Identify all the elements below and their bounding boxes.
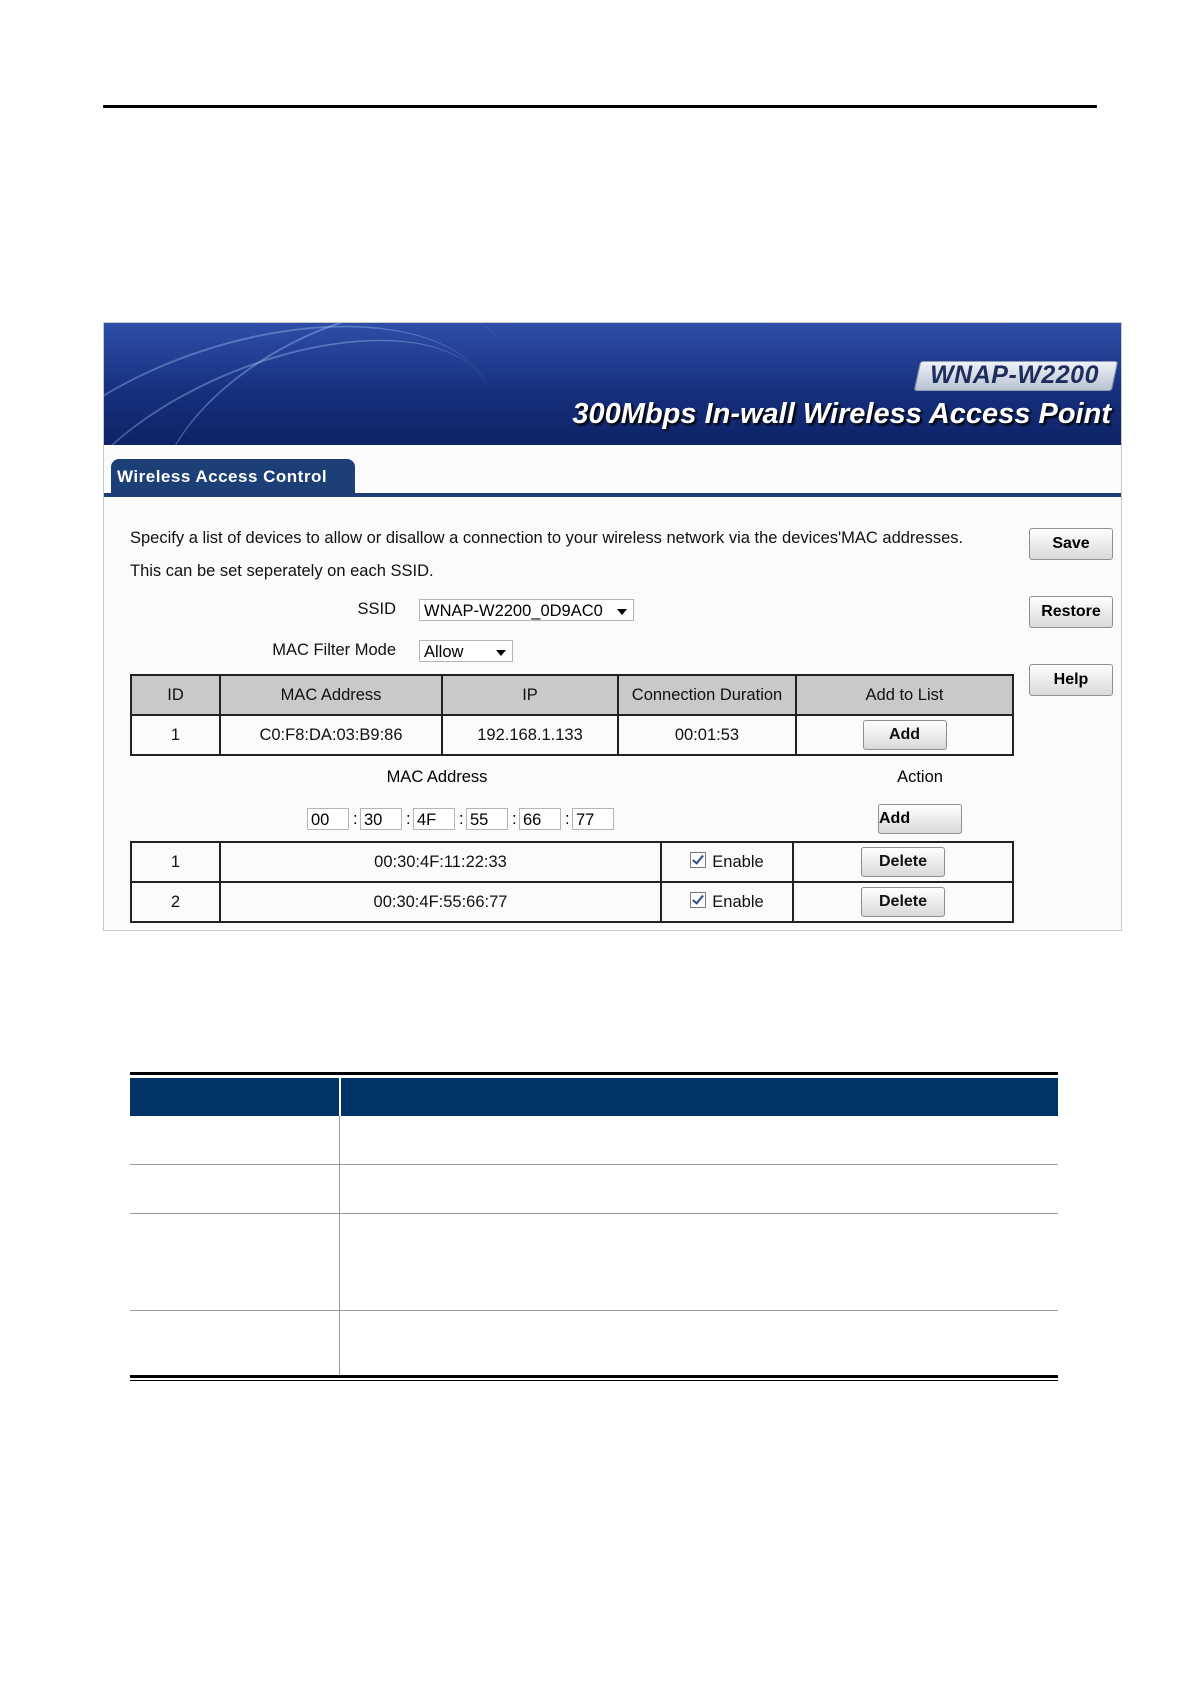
description-line-2: This can be set seperately on each SSID. (130, 562, 434, 580)
mac-octet-6-input[interactable]: 77 (572, 808, 614, 830)
mac-list-enable-cell (661, 882, 793, 922)
table-row (131, 715, 1013, 755)
mac-list-enable-cell (661, 842, 793, 882)
tab-underline (104, 493, 1121, 497)
mac-octet-3-input[interactable]: 4F (413, 808, 455, 830)
column-header-id: ID (131, 675, 220, 715)
enable-checkbox[interactable] (690, 892, 706, 908)
table-row (130, 1214, 1058, 1311)
mac-octet-4-input[interactable]: 55 (466, 808, 508, 830)
model-name: WNAP-W2200 (930, 361, 1099, 389)
column-header-ip: IP (442, 675, 618, 715)
mac-filter-mode-label: MAC Filter Mode (272, 641, 396, 659)
enable-label: Enable (712, 853, 764, 871)
enable-label: Enable (712, 893, 764, 911)
client-id: 1 (131, 715, 220, 755)
mac-separator: : (565, 810, 570, 828)
mac-filter-mode-select[interactable] (419, 640, 513, 662)
mac-separator: : (512, 810, 517, 828)
table-top-rule (130, 1072, 1058, 1075)
table-row (130, 1165, 1058, 1214)
table-bottom-rule (130, 1375, 1058, 1378)
column-divider (339, 1078, 341, 1116)
ssid-select-value: WNAP-W2200_0D9AC0 (424, 602, 603, 620)
mac-separator: : (406, 810, 411, 828)
header-banner (104, 323, 1121, 445)
restore-button[interactable]: Restore (1029, 596, 1113, 628)
mac-list-address: 00:30:4F:55:66:77 (220, 882, 661, 922)
column-divider (339, 1214, 340, 1310)
mac-list-address: 00:30:4F:11:22:33 (220, 842, 661, 882)
client-add-cell (796, 715, 1013, 755)
tab-wireless-access-control[interactable]: Wireless Access Control (111, 459, 355, 493)
mac-separator: : (459, 810, 464, 828)
table-header (130, 1078, 1058, 1116)
client-duration: 00:01:53 (618, 715, 796, 755)
page-top-rule (103, 105, 1097, 108)
ssid-select[interactable] (419, 599, 634, 621)
client-table (130, 674, 1014, 756)
add-mac-wrapper (878, 804, 962, 834)
table-row (131, 842, 1013, 882)
help-button[interactable]: Help (1029, 664, 1113, 696)
mac-list-action-cell (793, 842, 1013, 882)
mac-separator: : (353, 810, 358, 828)
product-name: 300Mbps In-wall Wireless Access Point (572, 398, 1111, 430)
action-label: Action (897, 768, 943, 786)
tab-bar (104, 459, 1121, 497)
save-button[interactable]: Save (1029, 528, 1113, 560)
enable-checkbox[interactable] (690, 852, 706, 868)
mac-list-action-cell (793, 882, 1013, 922)
mac-address-label: MAC Address (386, 768, 488, 786)
client-table-header (131, 675, 1013, 715)
client-mac: C0:F8:DA:03:B9:86 (220, 715, 442, 755)
mac-list-id: 2 (131, 882, 220, 922)
ssid-label: SSID (357, 600, 396, 618)
column-divider (339, 1116, 340, 1164)
chevron-down-icon (496, 650, 506, 656)
column-header-duration: Connection Duration (618, 675, 796, 715)
add-client-button[interactable]: Add (863, 720, 947, 750)
router-ui-screenshot (103, 322, 1122, 931)
delete-button[interactable]: Delete (861, 887, 945, 917)
mac-octet-5-input[interactable]: 66 (519, 808, 561, 830)
add-mac-button[interactable]: Add (878, 804, 962, 834)
mac-list-table (130, 841, 1014, 923)
table-row (131, 882, 1013, 922)
mac-filter-mode-value: Allow (424, 643, 464, 661)
column-header-add-to-list: Add to List (796, 675, 1013, 715)
chevron-down-icon (617, 609, 627, 615)
mac-octet-1-input[interactable]: 00 (307, 808, 349, 830)
delete-button[interactable]: Delete (861, 847, 945, 877)
mac-list-id: 1 (131, 842, 220, 882)
column-divider (339, 1311, 340, 1375)
column-divider (339, 1165, 340, 1213)
description-table (130, 1072, 1058, 1381)
table-row (130, 1311, 1058, 1375)
client-ip: 192.168.1.133 (442, 715, 618, 755)
column-header-mac: MAC Address (220, 675, 442, 715)
table-bottom-rule-thin (130, 1380, 1058, 1381)
mac-octet-2-input[interactable]: 30 (360, 808, 402, 830)
description-line-1: Specify a list of devices to allow or disallow a connection to your wireless network via the devices'MAC addresses. (130, 529, 964, 547)
table-row (130, 1116, 1058, 1165)
